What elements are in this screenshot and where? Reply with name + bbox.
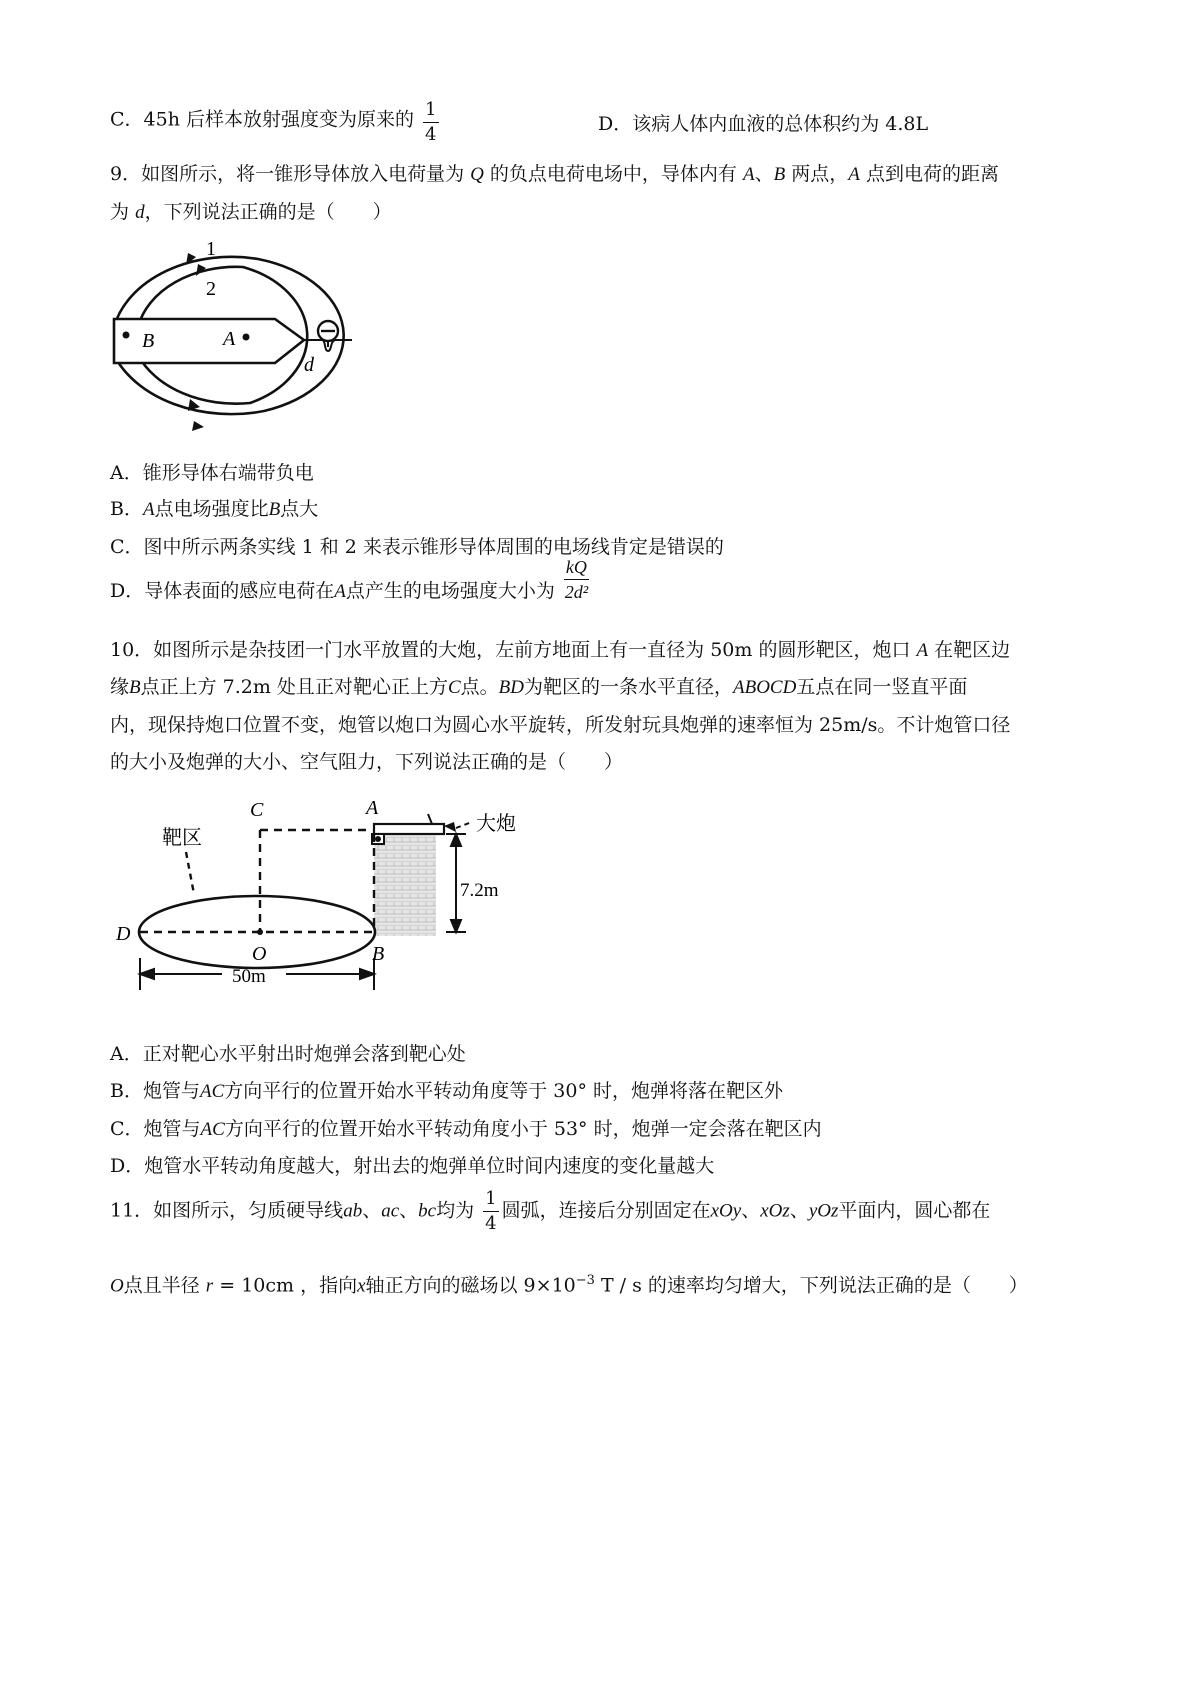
q9-option-c: C．图中所示两条实线 1 和 2 来表示锥形导体周围的电场线肯定是错误的 bbox=[110, 536, 724, 558]
q10-stem-line4: 的大小及炮弹的大小、空气阻力，下列说法正确的是（ ） bbox=[110, 751, 624, 773]
negative-charge-icon bbox=[318, 321, 338, 347]
q8-option-c-text: C．45h 后样本放射强度变为原来的 bbox=[110, 108, 414, 131]
fraction-kq-over-2d2: $\frac{kQ}{\text{2d²}}$ bbox=[564, 557, 589, 602]
q10-option-b: B．炮管与AC方向平行的位置开始水平转动角度等于 30° 时，炮弹将落在靶区外 bbox=[110, 1080, 784, 1102]
q10-option-a: A．正对靶心水平射出时炮弹会落到靶心处 bbox=[110, 1043, 466, 1065]
label-target: 靶区 bbox=[162, 827, 202, 849]
q9-stem-line2: 为 d，下列说法正确的是（ ） bbox=[110, 201, 392, 223]
cannon-barrel bbox=[374, 824, 444, 834]
q9-cone-conductor-figure bbox=[110, 235, 370, 445]
label-c: C bbox=[250, 799, 264, 821]
point-b-dot bbox=[123, 332, 130, 339]
label-a: A bbox=[366, 797, 379, 819]
label-cannon: 大炮 bbox=[476, 813, 516, 835]
label-b: B bbox=[142, 330, 155, 352]
q9-option-d: D．导体表面的感应电荷在A点产生的电场强度大小为 $\frac{kQ}{\text{2d²}}$ bbox=[110, 557, 589, 602]
q10-cannon-target-figure bbox=[110, 790, 550, 1005]
q11-stem-line1: 11．如图所示，匀质硬导线ab、ac、bc均为 $\frac{1}{4}$ 圆弧，连接后分别固定在xOy、xOz、yOz平面内，圆心都在 bbox=[110, 1188, 991, 1234]
q8-option-d: D．该病人体内血液的总体积约为 4.8L bbox=[598, 113, 929, 135]
q10-option-d: D．炮管水平转动角度越大，射出去的炮弹单位时间内速度的变化量越大 bbox=[110, 1155, 715, 1177]
q10-stem-line1: 10．如图所示是杂技团一门水平放置的大炮，左前方地面上有一直径为 50m 的圆形靶区，炮口 A 在靶区边 bbox=[110, 639, 1011, 661]
arrow-head-icon bbox=[192, 421, 204, 431]
label-height: 7.2m bbox=[460, 880, 499, 901]
q9-option-b: B．A点电场强度比B点大 bbox=[110, 498, 319, 520]
fraction-one-quarter: $\frac{1}{4}$ bbox=[485, 1188, 497, 1234]
target-pointer bbox=[186, 852, 194, 894]
q8-option-c bbox=[110, 99, 442, 145]
label-1: 1 bbox=[206, 238, 216, 260]
fraction-one-quarter: $\frac{1}{4}$ bbox=[425, 99, 437, 145]
label-d: d bbox=[304, 354, 314, 376]
label-o: O bbox=[252, 943, 267, 965]
label-width: 50m bbox=[232, 966, 266, 987]
q10-stem-line2: 缘B点正上方 7.2m 处且正对靶心正上方C点。BD为靶区的一条水平直径，ABOCD五点在同一竖直平面 bbox=[110, 676, 968, 698]
label-d: D bbox=[116, 923, 131, 945]
q10-option-c: C．炮管与AC方向平行的位置开始水平转动角度小于 53° 时，炮弹一定会落在靶区内 bbox=[110, 1118, 822, 1140]
label-2: 2 bbox=[206, 278, 216, 300]
label-a: A bbox=[223, 328, 236, 350]
q9-stem-line1: 9．如图所示，将一锥形导体放入电荷量为 Q 的负点电荷电场中，导体内有 A、B 两点，A 点到电荷的距离 bbox=[110, 163, 999, 185]
q9-option-a: A．锥形导体右端带负电 bbox=[110, 462, 314, 484]
q11-stem-line2: O点且半径 r = 10cm ，指向x轴正方向的磁场以 $9\times 10^{-3}$ T / s 的速率均匀增大，下列说法正确的是（ ） bbox=[110, 1273, 1028, 1297]
point-a-dot bbox=[243, 334, 250, 341]
label-b: B bbox=[372, 943, 385, 965]
q10-stem-line3: 内，现保持炮口位置不变，炮管以炮口为圆心水平旋转，所发射玩具炮弹的速率恒为 25m/s。不计炮管口径 bbox=[110, 714, 1011, 736]
